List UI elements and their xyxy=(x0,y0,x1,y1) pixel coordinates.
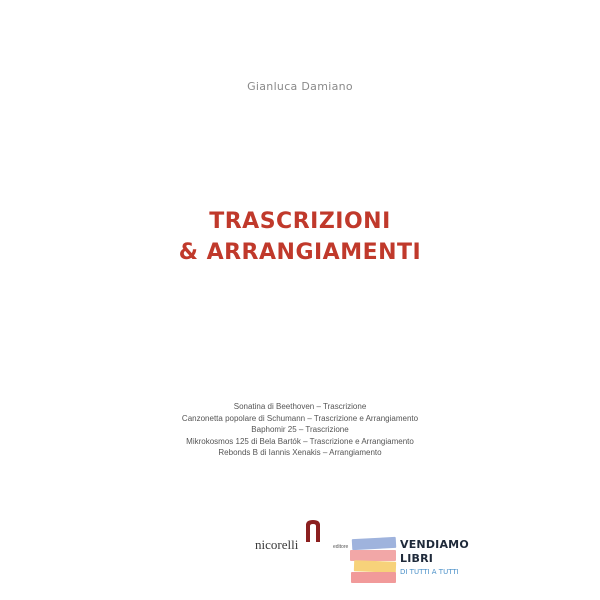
publisher-logo-icon xyxy=(303,519,323,543)
book-stripe xyxy=(350,550,396,561)
contents-item: Mikrokosmos 125 di Bela Bartók – Trascrizione e Arrangiamento xyxy=(186,436,414,446)
badge-text-line-2: LIBRI xyxy=(400,552,434,565)
vendiamo-libri-badge[interactable] xyxy=(348,528,498,588)
book-stripe xyxy=(354,560,396,572)
badge-text-line-1: VENDIAMO xyxy=(400,538,469,551)
contents-item: Rebonds B di Iannis Xenakis – Arrangiamento xyxy=(218,448,382,457)
book-cover xyxy=(127,0,473,600)
title-line-2: & ARRANGIAMENTI xyxy=(178,240,422,265)
book-title xyxy=(127,206,473,268)
title-line-1: TRASCRIZIONI xyxy=(209,209,391,234)
books-stack-icon xyxy=(348,528,400,584)
publisher-name: nicorelli xyxy=(255,537,299,552)
contents-item: Sonatina di Beethoven – Trascrizione xyxy=(233,402,367,411)
contents-item: Baphomir 25 – Trascrizione xyxy=(251,425,349,434)
book-stripe xyxy=(352,537,397,550)
badge-tagline: DI TUTTI A TUTTI xyxy=(400,568,459,576)
contents-item: Canzonetta popolare di Schumann – Trascrizione e Arrangiamento xyxy=(181,413,419,423)
contents-list xyxy=(127,401,473,459)
author-name: Gianluca Damiano xyxy=(247,80,353,93)
book-stripe xyxy=(351,572,396,583)
publisher-suffix: editore xyxy=(333,544,349,550)
